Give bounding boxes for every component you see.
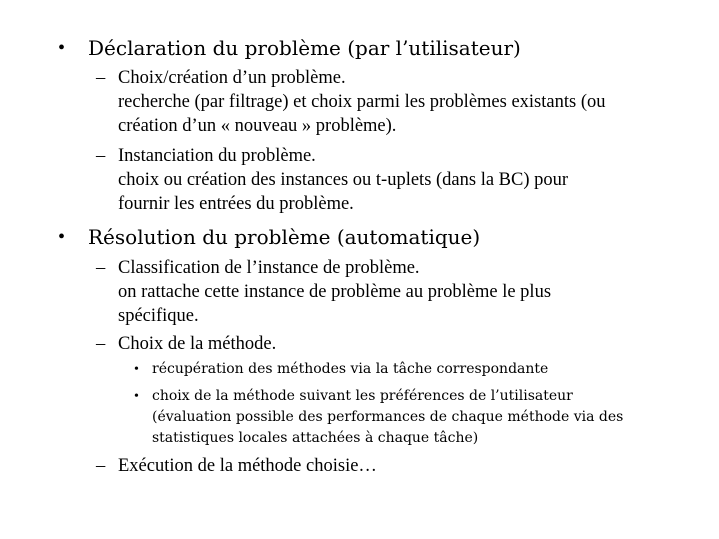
dash-marker: – (96, 146, 106, 166)
item-heading-choix-methode: Choix de la méthode. (118, 334, 277, 354)
item-line: spécifique. (118, 306, 199, 326)
subitem-line: statistiques locales attachées à chaque tâche) (152, 430, 479, 446)
dash-marker: – (96, 258, 106, 278)
item-line: recherche (par filtrage) et choix parmi les problèmes existants (ou (118, 92, 606, 112)
item-line: choix ou création des instances ou t-uplets (dans la BC) pour (118, 170, 569, 190)
item-line: création d’un « nouveau » problème). (118, 116, 397, 136)
section-title-resolution: Résolution du problème (automatique) (88, 225, 481, 249)
subitem-line: (évaluation possible des performances de chaque méthode via des (152, 409, 624, 425)
dash-marker: – (96, 68, 106, 88)
bullet-marker: • (134, 389, 139, 404)
bullet-marker: • (58, 37, 66, 59)
item-heading-choix-creation: Choix/création d’un problème. (118, 68, 346, 88)
item-heading-execution: Exécution de la méthode choisie… (118, 456, 377, 476)
item-line: fournir les entrées du problème. (118, 194, 354, 214)
bullet-marker: • (134, 362, 139, 377)
dash-marker: – (96, 456, 106, 476)
subitem-line: choix de la méthode suivant les préférences de l’utilisateur (152, 388, 573, 404)
item-line: on rattache cette instance de problème au problème le plus (118, 282, 552, 302)
item-heading-instanciation: Instanciation du problème. (118, 146, 316, 166)
dash-marker: – (96, 334, 106, 354)
item-heading-classification: Classification de l’instance de problème. (118, 258, 420, 278)
section-title-declaration: Déclaration du problème (par l’utilisateur) (88, 36, 521, 60)
subitem-line: récupération des méthodes via la tâche correspondante (152, 361, 549, 377)
bullet-marker: • (58, 226, 66, 248)
